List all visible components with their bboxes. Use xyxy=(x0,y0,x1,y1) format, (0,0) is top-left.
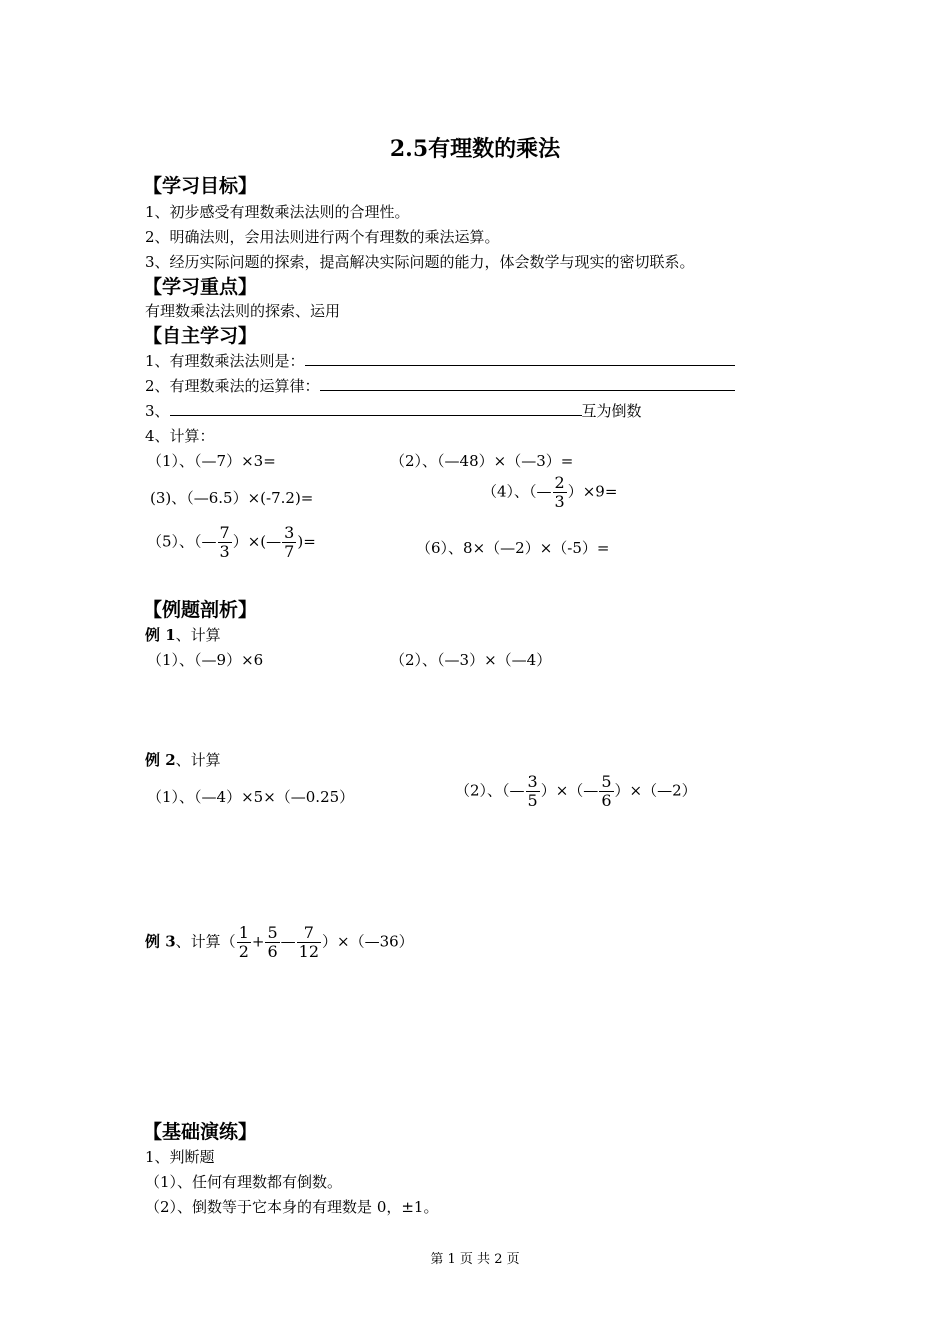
fraction xyxy=(237,924,251,961)
page-title: 2.5有理数的乘法 xyxy=(389,136,561,162)
fraction-denominator: 5 xyxy=(527,791,538,810)
example-2-title xyxy=(145,750,221,770)
fraction xyxy=(526,773,540,810)
fraction-numerator: 5 xyxy=(601,772,612,791)
calc-item-5-middle: ）×(— xyxy=(232,532,282,551)
example-2-item-2 xyxy=(455,773,697,810)
example-3-text: 、计算（ xyxy=(175,932,236,951)
fraction-numerator: 7 xyxy=(219,523,230,542)
calc-item-5-suffix: )= xyxy=(297,532,316,551)
example-1-item-2: （2）、（—3）×（—4） xyxy=(390,651,552,669)
section-heading-goals: 【学习目标】 xyxy=(143,175,258,197)
answer-blank[interactable] xyxy=(305,351,735,366)
calc-item-1: （1）、（—7）×3= xyxy=(147,452,276,470)
practice-statement-2: （2）、倒数等于它本身的有理数是 0，±1。 xyxy=(145,1198,439,1216)
fraction-denominator: 3 xyxy=(219,542,230,561)
fraction-numerator: 2 xyxy=(554,473,565,492)
fraction-numerator: 5 xyxy=(267,923,278,942)
fraction-denominator: 2 xyxy=(238,942,249,961)
fraction-denominator: 12 xyxy=(298,942,319,961)
section-heading-self-study: 【自主学习】 xyxy=(143,325,258,347)
focus-text: 有理数乘法法则的探索、运用 xyxy=(145,302,341,320)
practice-statement-1: （1）、任何有理数都有倒数。 xyxy=(145,1173,343,1191)
self-question-1-text: 1、有理数乘法法则是： xyxy=(145,352,305,370)
self-question-3-prefix: 3、 xyxy=(145,402,170,420)
example-2-text: 、计算 xyxy=(175,751,221,769)
fraction-denominator: 3 xyxy=(554,492,565,511)
fraction xyxy=(282,524,296,561)
fraction-denominator: 6 xyxy=(267,942,278,961)
page-footer: 第 1 页 共 2 页 xyxy=(430,1252,520,1267)
calc-item-4-suffix: ）×9= xyxy=(567,482,618,501)
fraction xyxy=(218,524,232,561)
operator: + xyxy=(251,932,265,951)
example-1-label: 例 1 xyxy=(145,626,176,644)
fraction-numerator: 3 xyxy=(284,523,295,542)
example-2-label: 例 2 xyxy=(145,751,176,769)
calc-item-6: （6）、8×（—2）×（-5）= xyxy=(416,539,610,557)
example-2-item-2-prefix: （2）、（— xyxy=(455,781,525,800)
example-1-item-1: （1）、（—9）×6 xyxy=(147,651,264,669)
goal-item-1: 1、初步感受有理数乘法法则的合理性。 xyxy=(145,203,410,221)
answer-blank[interactable] xyxy=(320,376,735,391)
section-heading-practice: 【基础演练】 xyxy=(143,1121,258,1143)
calc-item-5 xyxy=(147,524,316,561)
fraction-numerator: 7 xyxy=(303,923,314,942)
self-question-2-text: 2、有理数乘法的运算律： xyxy=(145,377,320,395)
example-3 xyxy=(145,924,414,961)
calc-item-3: (3)、（—6.5）×(-7.2)= xyxy=(150,489,314,507)
calc-item-2: （2）、（—48）×（—3）= xyxy=(390,452,574,470)
goal-item-2: 2、明确法则，会用法则进行两个有理数的乘法运算。 xyxy=(145,228,500,246)
example-3-label: 例 3 xyxy=(145,932,176,951)
calc-item-4-prefix: （4）、（— xyxy=(482,482,552,501)
section-heading-examples: 【例题剖析】 xyxy=(143,599,258,621)
fraction xyxy=(553,474,567,511)
fraction-numerator: 3 xyxy=(527,772,538,791)
example-1-text: 、计算 xyxy=(175,626,221,644)
self-question-1 xyxy=(145,351,735,371)
example-1-title xyxy=(145,625,221,645)
example-2-item-1: （1）、（—4）×5×（—0.25） xyxy=(147,788,355,806)
calc-item-4 xyxy=(482,474,617,511)
goal-item-3: 3、经历实际问题的探索，提高解决实际问题的能力，体会数学与现实的密切联系。 xyxy=(145,253,695,271)
self-question-4: 4、计算： xyxy=(145,427,215,445)
operator: — xyxy=(280,932,296,951)
practice-question-1: 1、判断题 xyxy=(145,1148,215,1166)
section-heading-focus: 【学习重点】 xyxy=(143,276,258,298)
fraction-denominator: 6 xyxy=(601,791,612,810)
fraction-denominator: 7 xyxy=(284,542,295,561)
self-question-3 xyxy=(145,401,642,421)
fraction xyxy=(265,924,279,961)
fraction-numerator: 1 xyxy=(238,923,249,942)
fraction xyxy=(599,773,613,810)
self-question-3-suffix: 互为倒数 xyxy=(581,402,642,420)
example-3-suffix: ）×（—36） xyxy=(322,932,414,951)
example-2-item-2-suffix: ）×（—2） xyxy=(614,781,697,800)
calc-item-5-prefix: （5）、（— xyxy=(147,532,217,551)
self-question-2 xyxy=(145,376,735,396)
fraction xyxy=(297,924,321,961)
example-2-item-2-middle: ）×（— xyxy=(540,781,599,800)
answer-blank[interactable] xyxy=(170,401,582,416)
